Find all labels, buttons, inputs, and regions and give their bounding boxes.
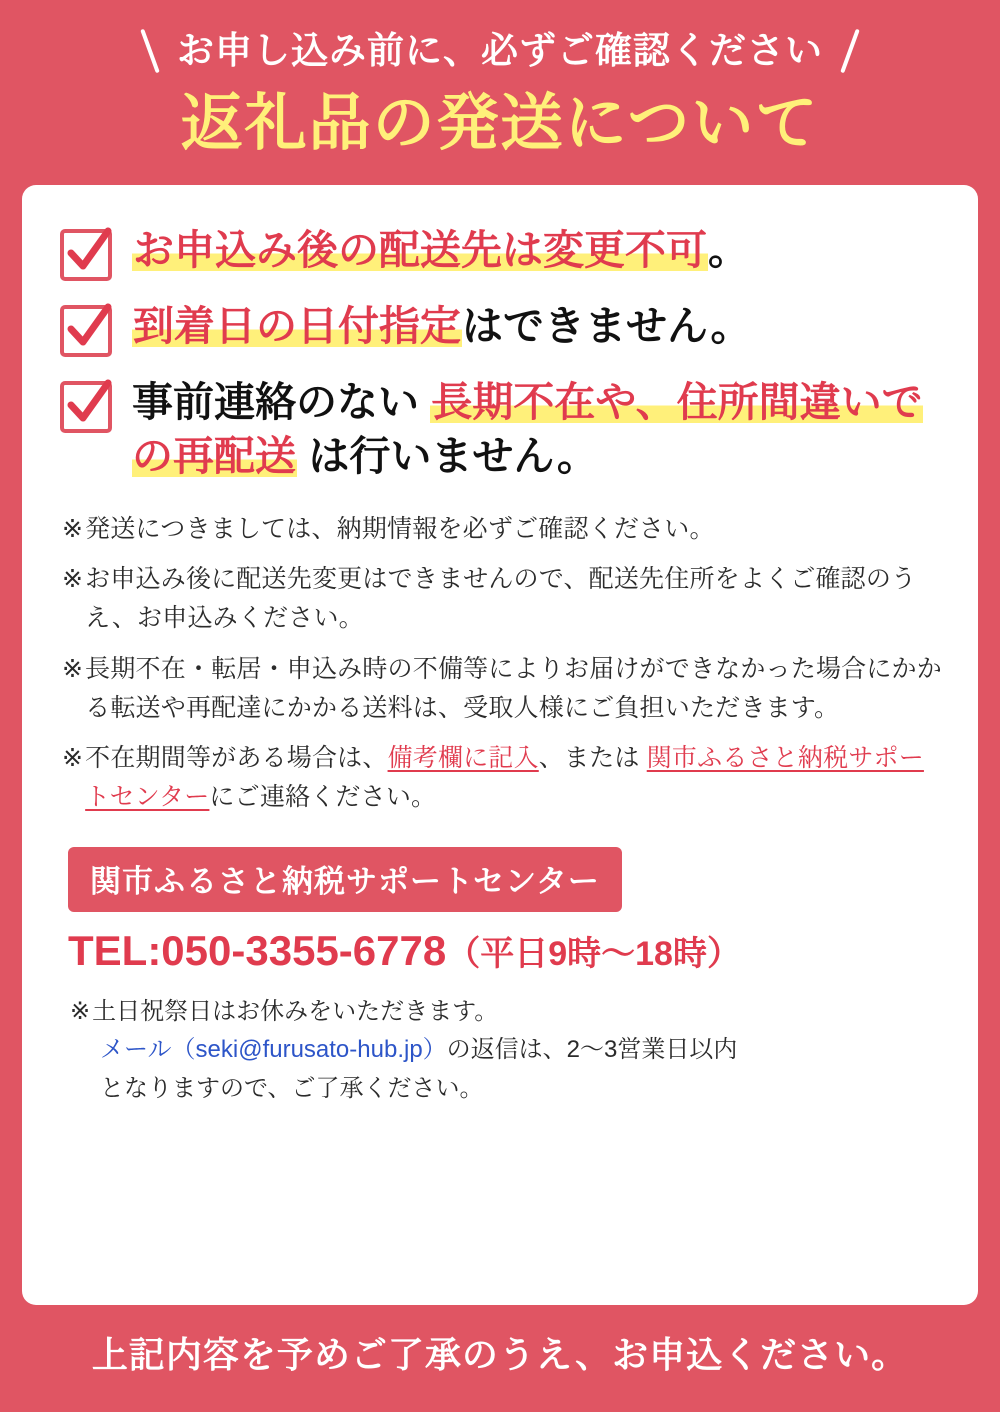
support-center-phone bbox=[68, 926, 944, 975]
header-kicker-row bbox=[0, 28, 1000, 74]
remarks-field-link[interactable]: 備考欄に記入 bbox=[387, 744, 539, 773]
checklist-item-text bbox=[132, 375, 944, 483]
note-text: 発送につきましては、納期情報を必ずご確認ください。 bbox=[85, 514, 715, 543]
slash-right-icon bbox=[837, 28, 863, 74]
checklist-item bbox=[60, 223, 944, 281]
footnote-line bbox=[70, 993, 944, 1031]
contact-block bbox=[68, 847, 944, 975]
checklist bbox=[60, 223, 944, 483]
note-item-with-links bbox=[62, 739, 942, 817]
content-card bbox=[22, 185, 978, 1305]
checklist-item-2-emphasis: 到着日の日付指定 bbox=[133, 303, 461, 350]
page-title: 返礼品の発送について bbox=[180, 89, 820, 158]
phone-hours: （平日9時〜18時） bbox=[446, 934, 741, 973]
support-center-link[interactable]: 関市ふるさと納税サポートセンター bbox=[85, 744, 924, 812]
footnote-text: 土日祝祭日はお休みをいただきます。 bbox=[92, 997, 499, 1025]
checklist-item-2-tail: はできません。 bbox=[462, 303, 752, 350]
note-mark: ※ bbox=[62, 565, 84, 594]
support-center-name-badge: 関市ふるさと納税サポートセンター bbox=[68, 847, 622, 912]
poster-footer bbox=[0, 1292, 1000, 1412]
checklist-item bbox=[60, 375, 944, 483]
note-middle-text: 、または bbox=[538, 744, 647, 773]
checklist-item-3-tail: は行いません。 bbox=[297, 433, 598, 480]
support-center-email[interactable]: メール（seki@furusato-hub.jp） bbox=[100, 1036, 447, 1064]
note-item bbox=[62, 510, 942, 549]
notes-list bbox=[62, 510, 942, 817]
checklist-item bbox=[60, 299, 944, 357]
note-item bbox=[62, 560, 942, 638]
footer-text: 上記内容を予めご了承のうえ、お申込ください。 bbox=[91, 1333, 909, 1375]
note-lead-text: 不在期間等がある場合は、 bbox=[85, 744, 388, 773]
phone-number[interactable]: TEL:050-3355-6778 bbox=[68, 926, 447, 974]
note-text: 長期不在・転居・申込み時の不備等によりお届けができなかった場合にかかる転送や再配達にかかる送料は、受取人様にご負担いただきます。 bbox=[85, 654, 942, 722]
note-mark: ※ bbox=[62, 744, 84, 773]
footnote-line bbox=[70, 1070, 944, 1108]
note-text: お申込み後に配送先変更はできませんので、配送先住所をよくご確認のうえ、お申込みください。 bbox=[85, 565, 917, 633]
note-item bbox=[62, 650, 942, 728]
note-tail-text: にご連絡ください。 bbox=[209, 783, 437, 812]
checklist-item-3-lead: 事前連絡のない bbox=[132, 379, 431, 426]
checklist-item-text bbox=[132, 299, 751, 353]
note-mark: ※ bbox=[62, 654, 84, 683]
footnotes-block bbox=[70, 993, 944, 1108]
checkbox-checked-icon bbox=[60, 229, 112, 281]
checkbox-checked-icon bbox=[60, 305, 112, 357]
checklist-item-3-emphasis: 長期不在や、住所間違いでの再配送 bbox=[132, 379, 923, 480]
header-kicker-text: お申し込み前に、必ずご確認ください bbox=[177, 29, 823, 71]
footnote-text: の返信は、2〜3営業日以内 bbox=[446, 1036, 738, 1064]
note-text bbox=[85, 739, 942, 817]
footnote-line bbox=[70, 1031, 944, 1069]
poster-header bbox=[0, 0, 1000, 169]
checklist-item-text bbox=[132, 223, 749, 277]
slash-left-icon bbox=[137, 28, 163, 74]
note-mark: ※ bbox=[62, 514, 84, 543]
checklist-item-1-tail: 。 bbox=[708, 227, 749, 274]
footnote-mark: ※ bbox=[70, 997, 91, 1025]
checklist-item-1-emphasis: お申込み後の配送先は変更不可 bbox=[133, 227, 707, 274]
checkbox-checked-icon bbox=[60, 381, 112, 433]
footnote-text: となりますので、ご了承ください。 bbox=[100, 1074, 484, 1102]
